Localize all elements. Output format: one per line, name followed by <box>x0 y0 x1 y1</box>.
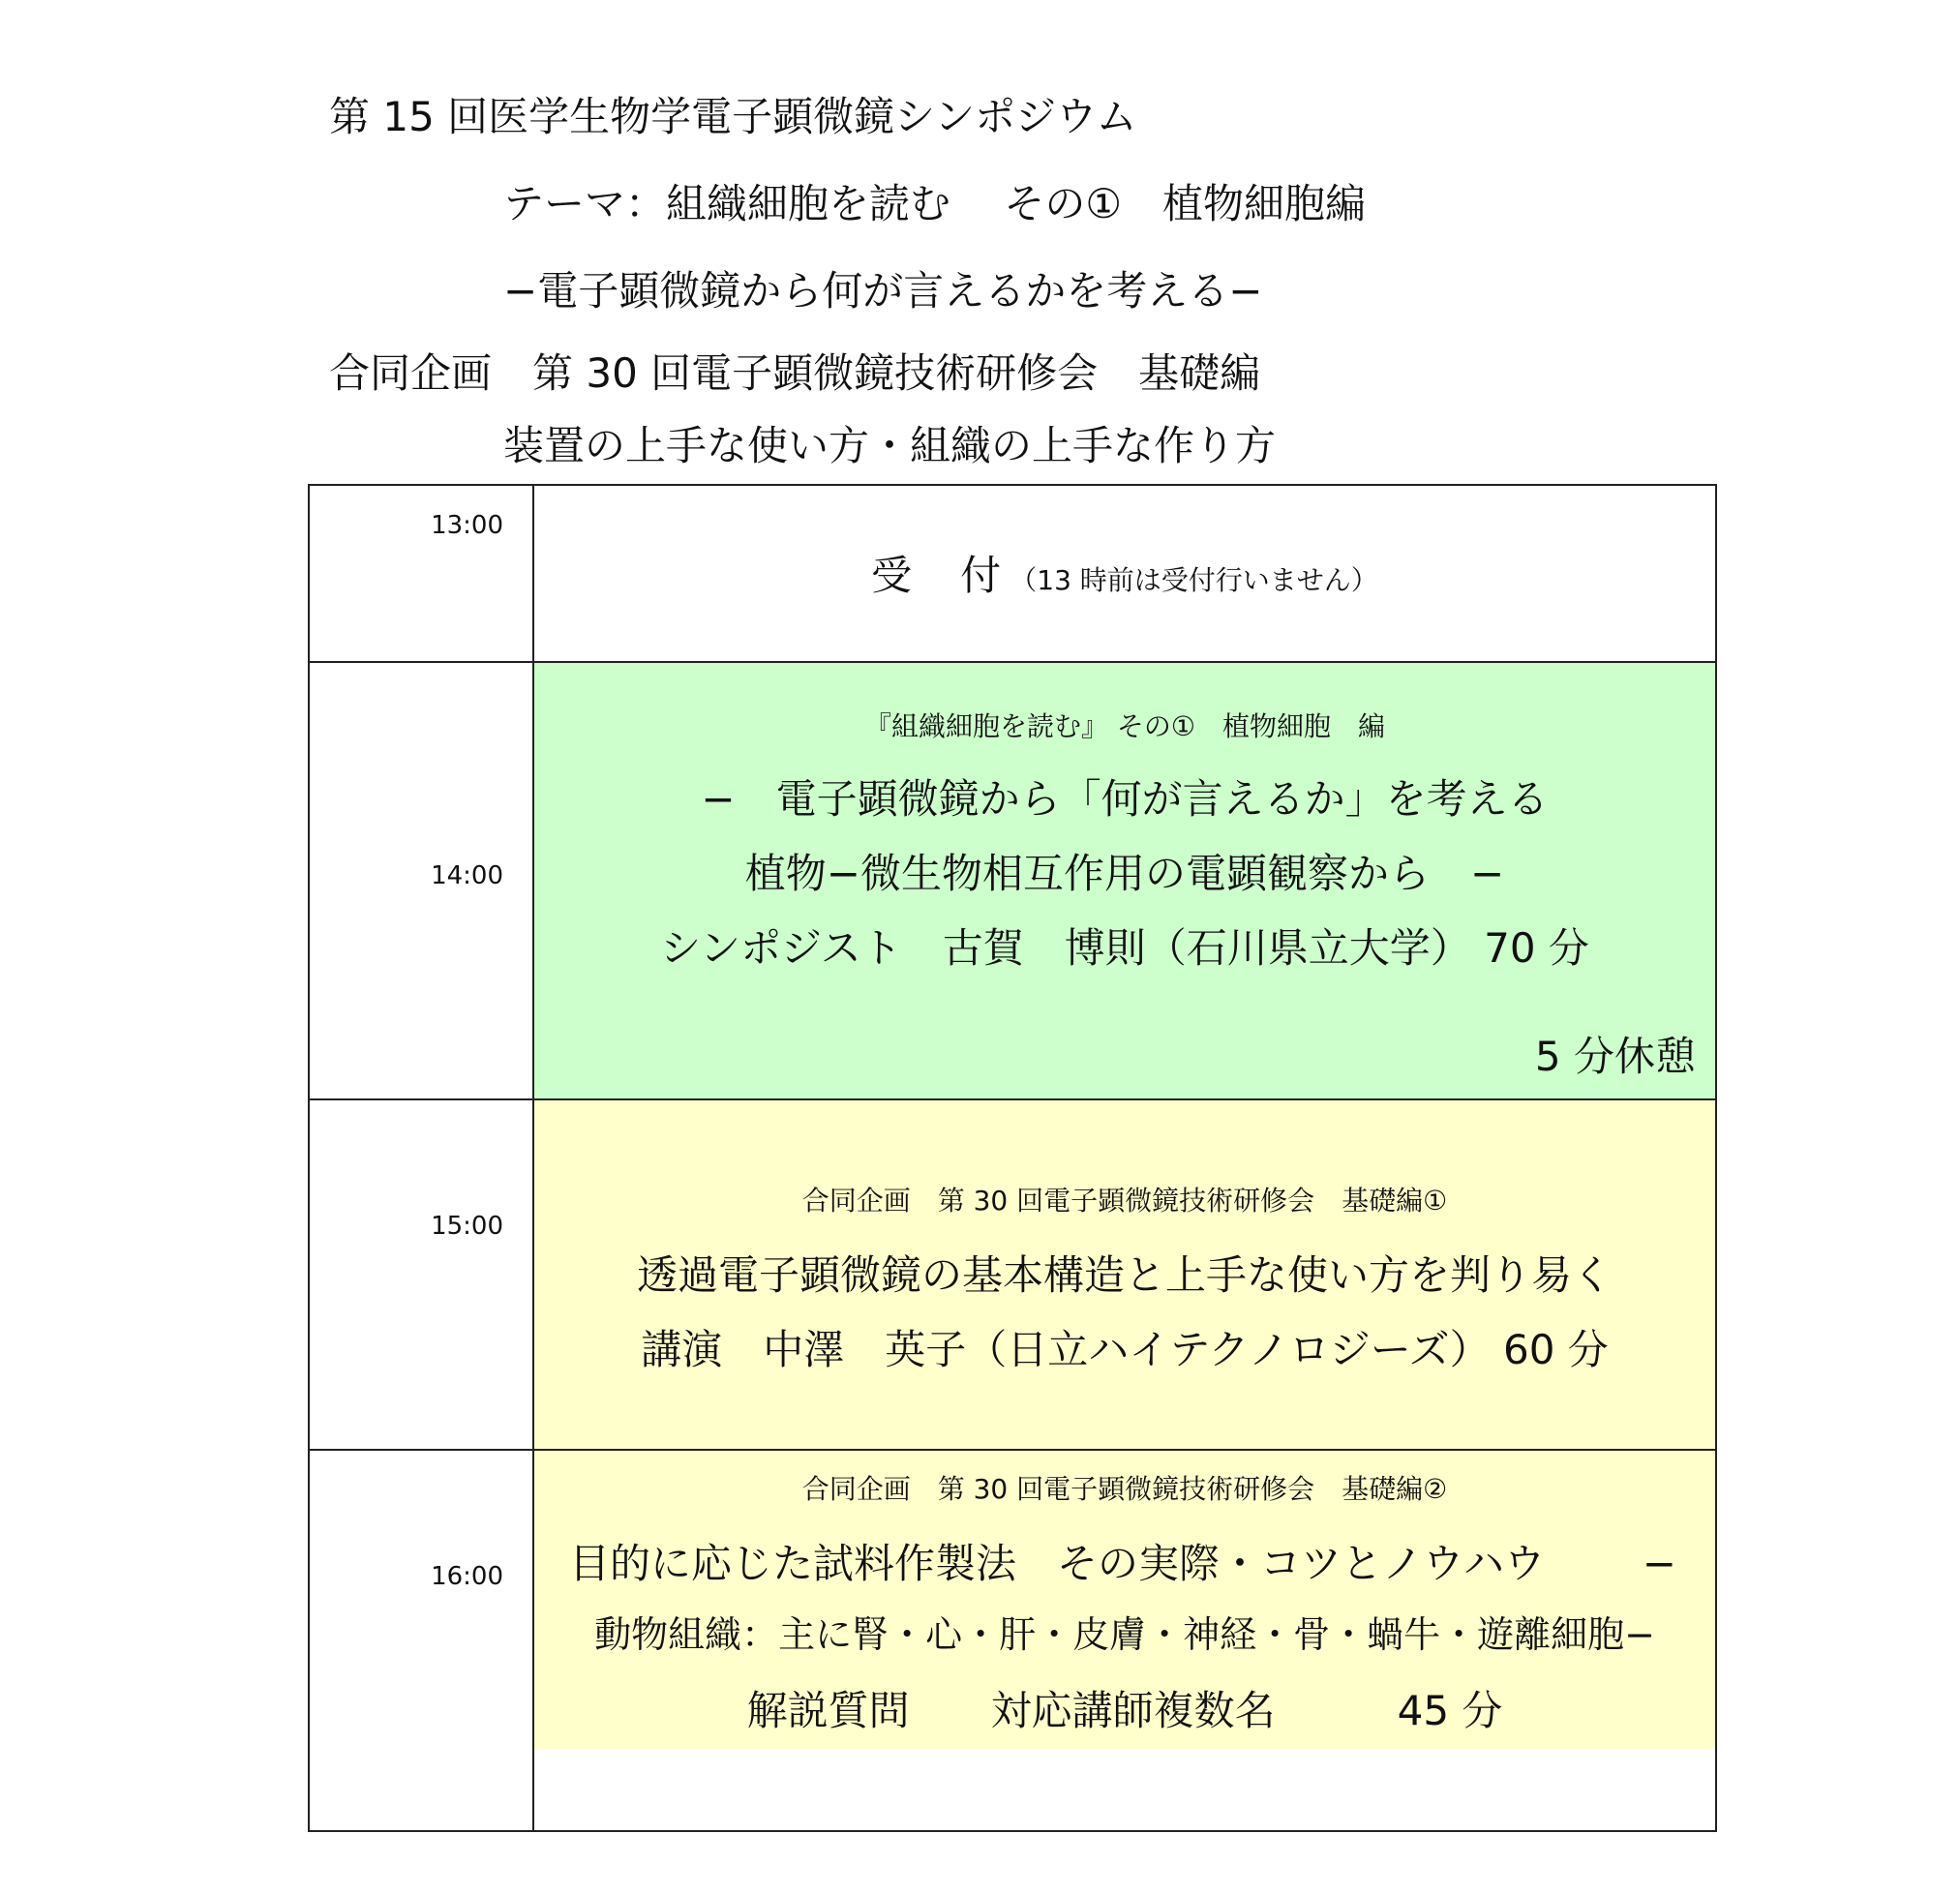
time-label-1600: 16:00 <box>431 1562 503 1591</box>
session2-title: 透過電子顕微鏡の基本構造と上手な使い方を判り易く <box>636 1251 1613 1299</box>
session3-title-dash: − <box>1642 1540 1676 1587</box>
time-label-1500: 15:00 <box>431 1212 503 1241</box>
time-label-1400: 14:00 <box>431 861 503 890</box>
session2-speaker: 講演 中澤 英子（日立ハイテクノロジーズ） 60 分 <box>641 1326 1609 1373</box>
session1-title-line1: − 電子顕微鏡から「何が言えるか」を考える <box>701 775 1549 823</box>
session3-subtitle: 合同企画 第 30 回電子顕微鏡技術研修会 基礎編② <box>801 1473 1448 1505</box>
session1-subtitle: 『組織細胞を読む』 その① 植物細胞 編 <box>863 710 1385 742</box>
session2-subtitle: 合同企画 第 30 回電子顕微鏡技術研修会 基礎編① <box>801 1185 1448 1217</box>
break-note: 5 分休憩 <box>1534 1033 1696 1080</box>
reception-text <box>534 552 1715 599</box>
session3-title-line2: 動物組織：主に腎・心・肝・皮膚・神経・骨・蝸牛・遊離細胞− <box>594 1613 1655 1656</box>
reception-cell <box>534 486 1715 661</box>
reception-label: 受 付 <box>871 552 1006 599</box>
joint-program-title: 合同企画 第 30 回電子顕微鏡技術研修会 基礎編 <box>329 349 1261 397</box>
theme-line: テーマ：組織細胞を読む その① 植物細胞編 <box>503 180 1367 227</box>
session-plant-cell <box>534 663 1715 1098</box>
theme-subtitle: −電子顕微鏡から何が言えるかを考える− <box>503 267 1263 315</box>
time-label-1300: 13:00 <box>431 511 503 540</box>
session3-title-line1: 目的に応じた試料作製法 その実際・コツとノウハウ <box>569 1540 1546 1587</box>
symposium-title: 第 15 回医学生物学電子顕微鏡シンポジウム <box>329 93 1137 140</box>
session-basic-1 <box>534 1100 1715 1449</box>
session3-qa: 解説質問 対応講師複数名 45 分 <box>746 1687 1503 1734</box>
session-basic-2 <box>534 1451 1715 1749</box>
reception-note: （13 時前は受付行いません） <box>1010 564 1378 596</box>
session1-speaker: シンポジスト 古賀 博則（石川県立大学） 70 分 <box>660 924 1589 972</box>
schedule-table <box>308 484 1717 1832</box>
session1-title-line2: 植物−微生物相互作用の電顕観察から − <box>744 850 1505 897</box>
joint-program-subtitle: 装置の上手な使い方・組織の上手な作り方 <box>503 422 1277 469</box>
